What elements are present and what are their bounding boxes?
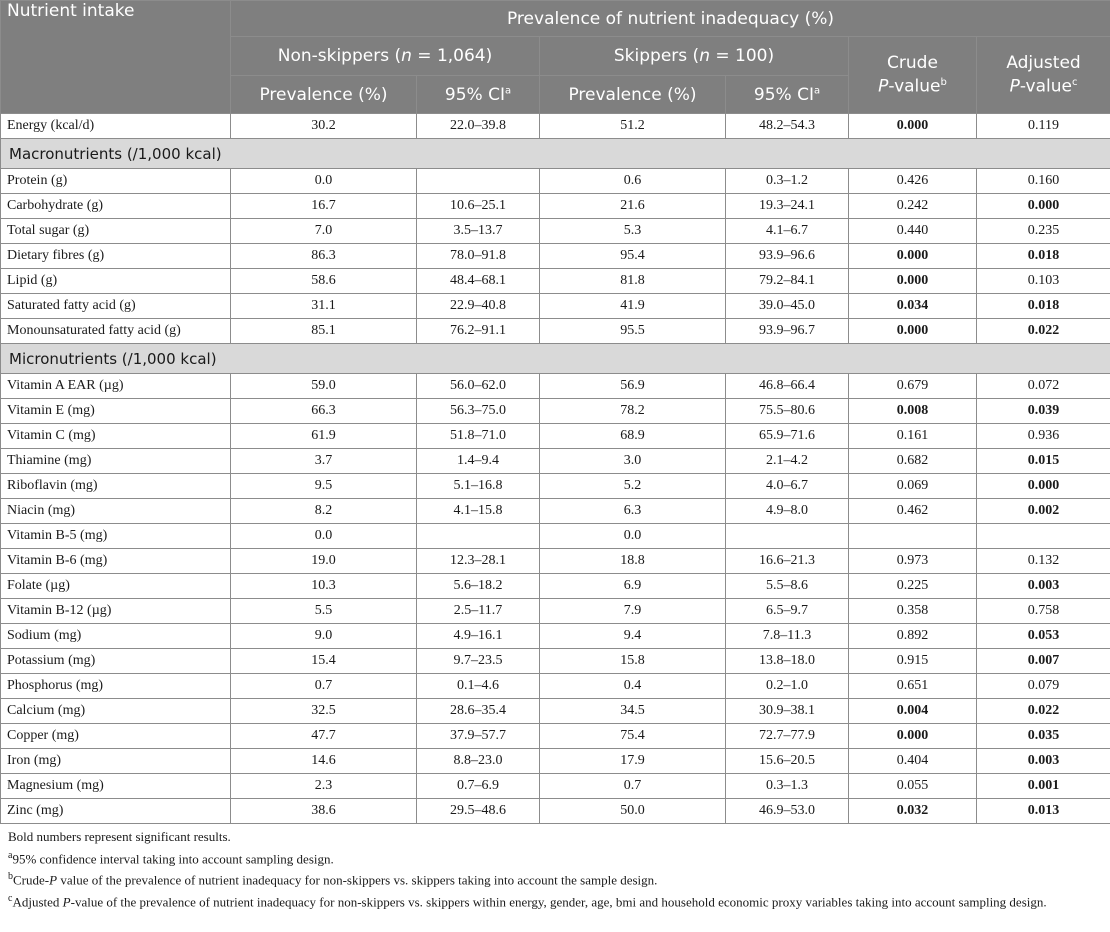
- skippers-prevalence: 15.8: [540, 649, 726, 674]
- table-row: [1, 699, 1110, 724]
- section-label: Micronutrients (/1,000 kcal): [1, 344, 1110, 374]
- non-skippers-prevalence: 61.9: [231, 424, 417, 449]
- non-skippers-ci: 4.9–16.1: [417, 624, 540, 649]
- non-skippers-prevalence: 86.3: [231, 244, 417, 269]
- adjusted-p-value: 0.001: [977, 774, 1110, 799]
- nutrient-label: Iron (mg): [1, 749, 231, 774]
- skippers-ci: 15.6–20.5: [726, 749, 849, 774]
- skippers-ci: 65.9–71.6: [726, 424, 849, 449]
- crude-p-value: 0.034: [849, 294, 977, 319]
- crude-p-value: 0.069: [849, 474, 977, 499]
- nutrient-label: Lipid (g): [1, 269, 231, 294]
- skippers-ci: 0.3–1.2: [726, 169, 849, 194]
- adjusted-p-value: 0.022: [977, 699, 1110, 724]
- skippers-prevalence: 56.9: [540, 374, 726, 399]
- crude-p-value: 0.000: [849, 319, 977, 344]
- skippers-prevalence: 81.8: [540, 269, 726, 294]
- prevalence-group-header: Prevalence of nutrient inadequacy (%): [231, 1, 1110, 37]
- table-row: [1, 524, 1110, 549]
- non-skippers-prevalence: 30.2: [231, 114, 417, 139]
- crude-p-value: 0.404: [849, 749, 977, 774]
- table-row: [1, 449, 1110, 474]
- non-skippers-prevalence: 66.3: [231, 399, 417, 424]
- non-skippers-ci: 51.8–71.0: [417, 424, 540, 449]
- non-skippers-prevalence: 8.2: [231, 499, 417, 524]
- table-row: [1, 574, 1110, 599]
- crude-p-value: 0.055: [849, 774, 977, 799]
- skippers-ci: 5.5–8.6: [726, 574, 849, 599]
- non-skippers-prevalence: 15.4: [231, 649, 417, 674]
- adjusted-p-value: 0.160: [977, 169, 1110, 194]
- skippers-prevalence: 50.0: [540, 799, 726, 824]
- table-row: [1, 549, 1110, 574]
- table-row: [1, 724, 1110, 749]
- skippers-ci: 0.3–1.3: [726, 774, 849, 799]
- non-skippers-ci: 5.6–18.2: [417, 574, 540, 599]
- non-skippers-prevalence: 85.1: [231, 319, 417, 344]
- nutrient-label: Thiamine (mg): [1, 449, 231, 474]
- non-skippers-prevalence: 59.0: [231, 374, 417, 399]
- crude-p-value: 0.682: [849, 449, 977, 474]
- adjusted-p-value: 0.132: [977, 549, 1110, 574]
- table-footnotes: [8, 828, 1104, 912]
- skippers-prevalence: 21.6: [540, 194, 726, 219]
- non-skippers-prevalence-header: Prevalence (%): [231, 76, 417, 114]
- skippers-prevalence: 0.7: [540, 774, 726, 799]
- skippers-ci: 30.9–38.1: [726, 699, 849, 724]
- skippers-prevalence: 7.9: [540, 599, 726, 624]
- nutrient-intake-header: Nutrient intake: [1, 1, 231, 114]
- skippers-prevalence: 34.5: [540, 699, 726, 724]
- crude-p-value: 0.651: [849, 674, 977, 699]
- non-skippers-prevalence: 3.7: [231, 449, 417, 474]
- crude-p-value: 0.000: [849, 269, 977, 294]
- adjusted-p-value: 0.235: [977, 219, 1110, 244]
- non-skippers-prevalence: 32.5: [231, 699, 417, 724]
- non-skippers-prevalence: 2.3: [231, 774, 417, 799]
- skippers-prevalence: 78.2: [540, 399, 726, 424]
- section-label: Macronutrients (/1,000 kcal): [1, 139, 1110, 169]
- nutrient-label: Vitamin B-12 (µg): [1, 599, 231, 624]
- skippers-prevalence: 17.9: [540, 749, 726, 774]
- footnote-bold: Bold numbers represent significant results.: [8, 829, 231, 844]
- skippers-ci: 93.9–96.7: [726, 319, 849, 344]
- skippers-ci: 79.2–84.1: [726, 269, 849, 294]
- crude-p-value: 0.242: [849, 194, 977, 219]
- nutrient-label: Folate (µg): [1, 574, 231, 599]
- nutrient-label: Carbohydrate (g): [1, 194, 231, 219]
- skippers-prevalence: 0.0: [540, 524, 726, 549]
- non-skippers-ci: 12.3–28.1: [417, 549, 540, 574]
- skippers-ci: 4.0–6.7: [726, 474, 849, 499]
- adjusted-p-value: 0.035: [977, 724, 1110, 749]
- nutrient-label: Riboflavin (mg): [1, 474, 231, 499]
- crude-p-value: 0.440: [849, 219, 977, 244]
- table-row: [1, 424, 1110, 449]
- adjusted-p-value: 0.002: [977, 499, 1110, 524]
- non-skippers-prevalence: 0.7: [231, 674, 417, 699]
- table-row: [1, 319, 1110, 344]
- skippers-ci: 4.1–6.7: [726, 219, 849, 244]
- skippers-ci: 13.8–18.0: [726, 649, 849, 674]
- non-skippers-ci: 8.8–23.0: [417, 749, 540, 774]
- nutrient-label: Protein (g): [1, 169, 231, 194]
- non-skippers-ci: 22.9–40.8: [417, 294, 540, 319]
- skippers-ci: 7.8–11.3: [726, 624, 849, 649]
- nutrient-label: Calcium (mg): [1, 699, 231, 724]
- adjusted-p-value: 0.000: [977, 474, 1110, 499]
- non-skippers-prevalence: 47.7: [231, 724, 417, 749]
- skippers-prevalence: 3.0: [540, 449, 726, 474]
- non-skippers-ci: 2.5–11.7: [417, 599, 540, 624]
- non-skippers-ci: 9.7–23.5: [417, 649, 540, 674]
- non-skippers-ci: 3.5–13.7: [417, 219, 540, 244]
- crude-p-value: 0.161: [849, 424, 977, 449]
- non-skippers-prevalence: 0.0: [231, 169, 417, 194]
- non-skippers-ci: 56.0–62.0: [417, 374, 540, 399]
- table-row: [1, 624, 1110, 649]
- crude-p-value: 0.000: [849, 114, 977, 139]
- table-row: [1, 194, 1110, 219]
- crude-p-value: 0.032: [849, 799, 977, 824]
- nutrient-label: Vitamin A EAR (µg): [1, 374, 231, 399]
- adjusted-p-value: 0.013: [977, 799, 1110, 824]
- non-skippers-prevalence: 58.6: [231, 269, 417, 294]
- crude-p-value: 0.462: [849, 499, 977, 524]
- adjusted-p-value: 0.000: [977, 194, 1110, 219]
- non-skippers-ci: 5.1–16.8: [417, 474, 540, 499]
- adjusted-p-value: 0.015: [977, 449, 1110, 474]
- nutrient-label: Sodium (mg): [1, 624, 231, 649]
- skippers-ci: 0.2–1.0: [726, 674, 849, 699]
- crude-p-value: 0.679: [849, 374, 977, 399]
- table-row: [1, 499, 1110, 524]
- non-skippers-prevalence: 16.7: [231, 194, 417, 219]
- nutrient-label: Phosphorus (mg): [1, 674, 231, 699]
- table-row: [1, 749, 1110, 774]
- skippers-ci: 46.8–66.4: [726, 374, 849, 399]
- skippers-ci: 48.2–54.3: [726, 114, 849, 139]
- skippers-prevalence: 0.6: [540, 169, 726, 194]
- crude-p-value: 0.000: [849, 724, 977, 749]
- skippers-ci-header: 95% $CI^a$: [726, 76, 849, 114]
- nutrient-label: Vitamin B-6 (mg): [1, 549, 231, 574]
- non-skippers-ci: 37.9–57.7: [417, 724, 540, 749]
- non-skippers-ci: 78.0–91.8: [417, 244, 540, 269]
- adjusted-p-value: [977, 524, 1110, 549]
- crude-p-value: 0.358: [849, 599, 977, 624]
- non-skippers-prevalence: 7.0: [231, 219, 417, 244]
- crude-p-value: 0.973: [849, 549, 977, 574]
- skippers-ci: 6.5–9.7: [726, 599, 849, 624]
- non-skippers-ci: [417, 524, 540, 549]
- adjusted-p-header: Adjusted P-value$^c$: [977, 37, 1110, 114]
- crude-p-value: 0.008: [849, 399, 977, 424]
- nutrient-label: Monounsaturated fatty acid (g): [1, 319, 231, 344]
- adjusted-p-value: 0.072: [977, 374, 1110, 399]
- skippers-prevalence: 95.5: [540, 319, 726, 344]
- crude-p-value: 0.225: [849, 574, 977, 599]
- skippers-prevalence: 51.2: [540, 114, 726, 139]
- skippers-ci: 46.9–53.0: [726, 799, 849, 824]
- adjusted-p-value: 0.103: [977, 269, 1110, 294]
- adjusted-p-value: 0.758: [977, 599, 1110, 624]
- nutrient-label: Niacin (mg): [1, 499, 231, 524]
- adjusted-p-value: 0.053: [977, 624, 1110, 649]
- table-row: [1, 599, 1110, 624]
- table-body: [1, 114, 1110, 824]
- table-row: [1, 674, 1110, 699]
- footnote-b: $^b$Crude-P value of the prevalence of nutrient inadequacy for non-skippers vs. skippers taking into account the sample design.: [8, 871, 658, 888]
- crude-p-value: [849, 524, 977, 549]
- skippers-ci: 39.0–45.0: [726, 294, 849, 319]
- non-skippers-ci: 22.0–39.8: [417, 114, 540, 139]
- non-skippers-prevalence: 9.5: [231, 474, 417, 499]
- skippers-prevalence: 5.2: [540, 474, 726, 499]
- table-row: [1, 799, 1110, 824]
- skippers-ci: 2.1–4.2: [726, 449, 849, 474]
- nutrient-label: Dietary fibres (g): [1, 244, 231, 269]
- non-skippers-prevalence: 5.5: [231, 599, 417, 624]
- nutrient-label: Vitamin E (mg): [1, 399, 231, 424]
- skippers-header: Skippers (n = 100): [540, 37, 849, 76]
- crude-p-value: 0.915: [849, 649, 977, 674]
- adjusted-p-value: 0.119: [977, 114, 1110, 139]
- non-skippers-ci: 56.3–75.0: [417, 399, 540, 424]
- skippers-prevalence: 5.3: [540, 219, 726, 244]
- nutrient-label: Saturated fatty acid (g): [1, 294, 231, 319]
- table-row: [1, 374, 1110, 399]
- non-skippers-prevalence: 38.6: [231, 799, 417, 824]
- section-row: [1, 344, 1110, 374]
- non-skippers-prevalence: 0.0: [231, 524, 417, 549]
- skippers-prevalence: 75.4: [540, 724, 726, 749]
- nutrient-label: Zinc (mg): [1, 799, 231, 824]
- crude-p-value: 0.004: [849, 699, 977, 724]
- non-skippers-ci-header: 95% $CI^a$: [417, 76, 540, 114]
- non-skippers-ci: 10.6–25.1: [417, 194, 540, 219]
- non-skippers-ci: 76.2–91.1: [417, 319, 540, 344]
- nutrient-label: Potassium (mg): [1, 649, 231, 674]
- non-skippers-ci: 48.4–68.1: [417, 269, 540, 294]
- non-skippers-prevalence: 19.0: [231, 549, 417, 574]
- table-row: [1, 269, 1110, 294]
- table-row: [1, 399, 1110, 424]
- footnote-a: $^a$95% confidence interval taking into account sampling design.: [8, 849, 334, 866]
- non-skippers-ci: 29.5–48.6: [417, 799, 540, 824]
- crude-p-value: 0.426: [849, 169, 977, 194]
- crude-p-value: 0.892: [849, 624, 977, 649]
- non-skippers-prevalence: 9.0: [231, 624, 417, 649]
- adjusted-p-value: 0.018: [977, 244, 1110, 269]
- non-skippers-ci: 4.1–15.8: [417, 499, 540, 524]
- non-skippers-prevalence: 10.3: [231, 574, 417, 599]
- non-skippers-ci: 1.4–9.4: [417, 449, 540, 474]
- non-skippers-ci: 0.1–4.6: [417, 674, 540, 699]
- table-row: [1, 474, 1110, 499]
- skippers-prevalence: 41.9: [540, 294, 726, 319]
- non-skippers-ci: [417, 169, 540, 194]
- skippers-ci: 75.5–80.6: [726, 399, 849, 424]
- skippers-prevalence-header: Prevalence (%): [540, 76, 726, 114]
- adjusted-p-value: 0.018: [977, 294, 1110, 319]
- table-row: [1, 244, 1110, 269]
- nutrient-label: Magnesium (mg): [1, 774, 231, 799]
- non-skippers-header: Non-skippers (n = 1,064): [231, 37, 540, 76]
- adjusted-p-value: 0.003: [977, 749, 1110, 774]
- section-row: [1, 139, 1110, 169]
- adjusted-p-value: 0.022: [977, 319, 1110, 344]
- nutrient-label: Vitamin B-5 (mg): [1, 524, 231, 549]
- skippers-prevalence: 0.4: [540, 674, 726, 699]
- table-row: [1, 219, 1110, 244]
- adjusted-p-value: 0.079: [977, 674, 1110, 699]
- adjusted-p-value: 0.039: [977, 399, 1110, 424]
- non-skippers-ci: 28.6–35.4: [417, 699, 540, 724]
- adjusted-p-value: 0.003: [977, 574, 1110, 599]
- table-row: [1, 114, 1110, 139]
- skippers-prevalence: 6.9: [540, 574, 726, 599]
- skippers-prevalence: 18.8: [540, 549, 726, 574]
- skippers-prevalence: 9.4: [540, 624, 726, 649]
- crude-p-value: 0.000: [849, 244, 977, 269]
- table-row: [1, 649, 1110, 674]
- nutrient-label: Vitamin C (mg): [1, 424, 231, 449]
- footnote-c: $^c$Adjusted P-value of the prevalence of nutrient inadequacy for non-skippers vs. skippers within energy, gender, age, bmi and household economic proxy variables taking into account sampling design.: [8, 893, 1047, 910]
- skippers-ci: 93.9–96.6: [726, 244, 849, 269]
- skippers-ci: 19.3–24.1: [726, 194, 849, 219]
- table-row: [1, 169, 1110, 194]
- skippers-prevalence: 95.4: [540, 244, 726, 269]
- adjusted-p-value: 0.936: [977, 424, 1110, 449]
- nutrient-label: Energy (kcal/d): [1, 114, 231, 139]
- skippers-ci: 72.7–77.9: [726, 724, 849, 749]
- skippers-prevalence: 6.3: [540, 499, 726, 524]
- skippers-ci: [726, 524, 849, 549]
- nutrient-label: Total sugar (g): [1, 219, 231, 244]
- skippers-ci: 4.9–8.0: [726, 499, 849, 524]
- table-row: [1, 294, 1110, 319]
- adjusted-p-value: 0.007: [977, 649, 1110, 674]
- non-skippers-prevalence: 14.6: [231, 749, 417, 774]
- nutrient-label: Copper (mg): [1, 724, 231, 749]
- table-row: [1, 774, 1110, 799]
- crude-p-header: Crude P-value$^b$: [849, 37, 977, 114]
- non-skippers-ci: 0.7–6.9: [417, 774, 540, 799]
- non-skippers-prevalence: 31.1: [231, 294, 417, 319]
- skippers-prevalence: 68.9: [540, 424, 726, 449]
- skippers-ci: 16.6–21.3: [726, 549, 849, 574]
